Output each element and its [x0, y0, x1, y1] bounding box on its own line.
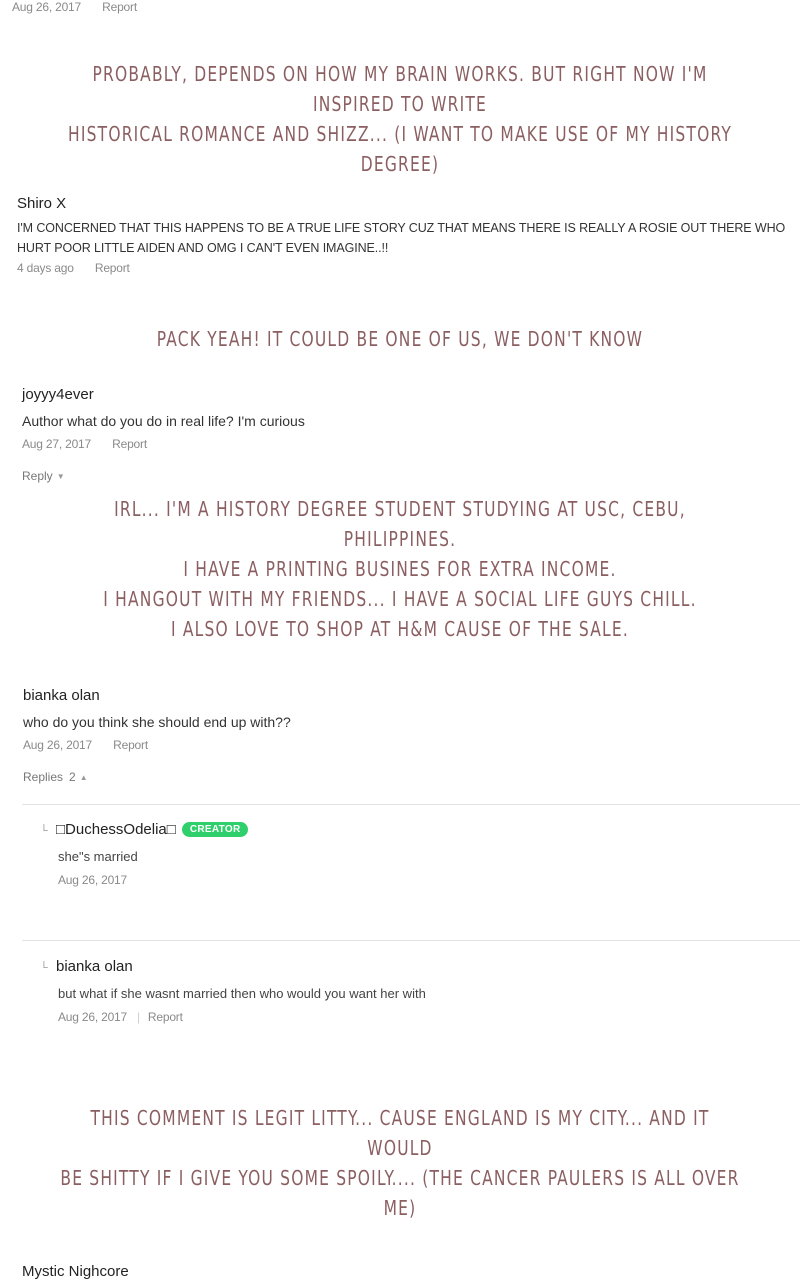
reply-date: Aug 26, 2017 [58, 1010, 127, 1024]
replies-toggle[interactable] [23, 770, 88, 784]
author-handwritten-reply: IRL... I'M A HISTORY DEGREE STUDENT STUDYING AT USC, CEBU, PHILIPPINES. I HAVE A PRINTING BUSINES FOR EXTRA INCOME. I HANGOUT WITH MY FRIENDS... I HAVE A SOCIAL LIFE GUYS CHILL. I ALSO LOVE TO SHOP AT H&M CAUSE OF THE SALE. [103, 497, 697, 641]
comment-author[interactable]: Mystic Nighcore [22, 1263, 129, 1280]
reply-author[interactable]: □DuchessOdelia□ [56, 821, 176, 838]
divider [22, 804, 800, 805]
reply-author[interactable]: bianka olan [56, 958, 133, 975]
author-handwritten-reply: THIS COMMENT IS LEGIT LITTY... CAUSE ENGLAND IS MY CITY... AND IT WOULD BE SHITTY IF I GIVE YOU SOME SPOILY.... (THE CANCER PAULERS IS ALL OVER ME) [60, 1106, 740, 1220]
comment-author[interactable]: joyyy4ever [22, 386, 94, 403]
report-link[interactable]: Report [102, 0, 137, 14]
report-link[interactable]: Report [113, 738, 148, 752]
comment-text: I'M CONCERNED THAT THIS HAPPENS TO BE A TRUE LIFE STORY CUZ THAT MEANS THERE IS REALLY A ROSIE OUT THERE WHO HURT POOR LITTLE AIDEN AND OMG I CAN'T EVEN IMAGINE..!! [17, 221, 786, 255]
comment-meta [23, 738, 148, 752]
report-link[interactable]: Report [147, 1010, 183, 1024]
comment-date: 4 days ago [17, 261, 74, 275]
author-handwritten-reply: PACK YEAH! IT COULD BE ONE OF US, WE DON'T KNOW [156, 327, 644, 351]
reply-label: Reply [22, 469, 53, 483]
comment-text: Author what do you do in real life? I'm curious [22, 413, 305, 429]
thread-indent-icon: └ [40, 825, 48, 837]
reply-button[interactable] [22, 469, 65, 483]
meta-separator: | [137, 1010, 140, 1024]
divider [22, 940, 800, 941]
comment-date: Aug 26, 2017 [23, 738, 92, 752]
reply-author-row [40, 958, 133, 975]
chevron-up-icon: ▲ [79, 773, 88, 782]
reply-date: Aug 26, 2017 [58, 873, 127, 887]
author-handwritten-reply: PROBABLY, DEPENDS ON HOW MY BRAIN WORKS. BUT RIGHT NOW I'M INSPIRED TO WRITE HISTORICAL ROMANCE AND SHIZZ... (I WANT TO MAKE USE OF MY HISTORY DEGREE) [68, 62, 732, 176]
replies-label: Replies [23, 770, 64, 784]
report-link[interactable]: Report [94, 261, 130, 275]
reply-text: she"s married [58, 849, 138, 864]
creator-badge: CREATOR [182, 822, 249, 837]
comment-author[interactable]: Shiro X [17, 195, 67, 212]
comment-meta [17, 261, 130, 275]
replies-count: 2 [69, 770, 76, 784]
comment-meta [12, 0, 137, 14]
report-link[interactable]: Report [112, 437, 147, 451]
chevron-down-icon: ▼ [56, 472, 65, 481]
thread-indent-icon: └ [40, 962, 48, 974]
reply-meta [58, 1010, 183, 1024]
comment-date: Aug 26, 2017 [12, 0, 81, 14]
comment-author[interactable]: bianka olan [23, 687, 100, 704]
comment-date: Aug 27, 2017 [22, 437, 91, 451]
comment-meta [22, 437, 147, 451]
comment-text: who do you think she should end up with?? [23, 714, 291, 730]
reply-text: but what if she wasnt married then who would you want her with [58, 986, 426, 1001]
reply-author-row [40, 821, 248, 838]
